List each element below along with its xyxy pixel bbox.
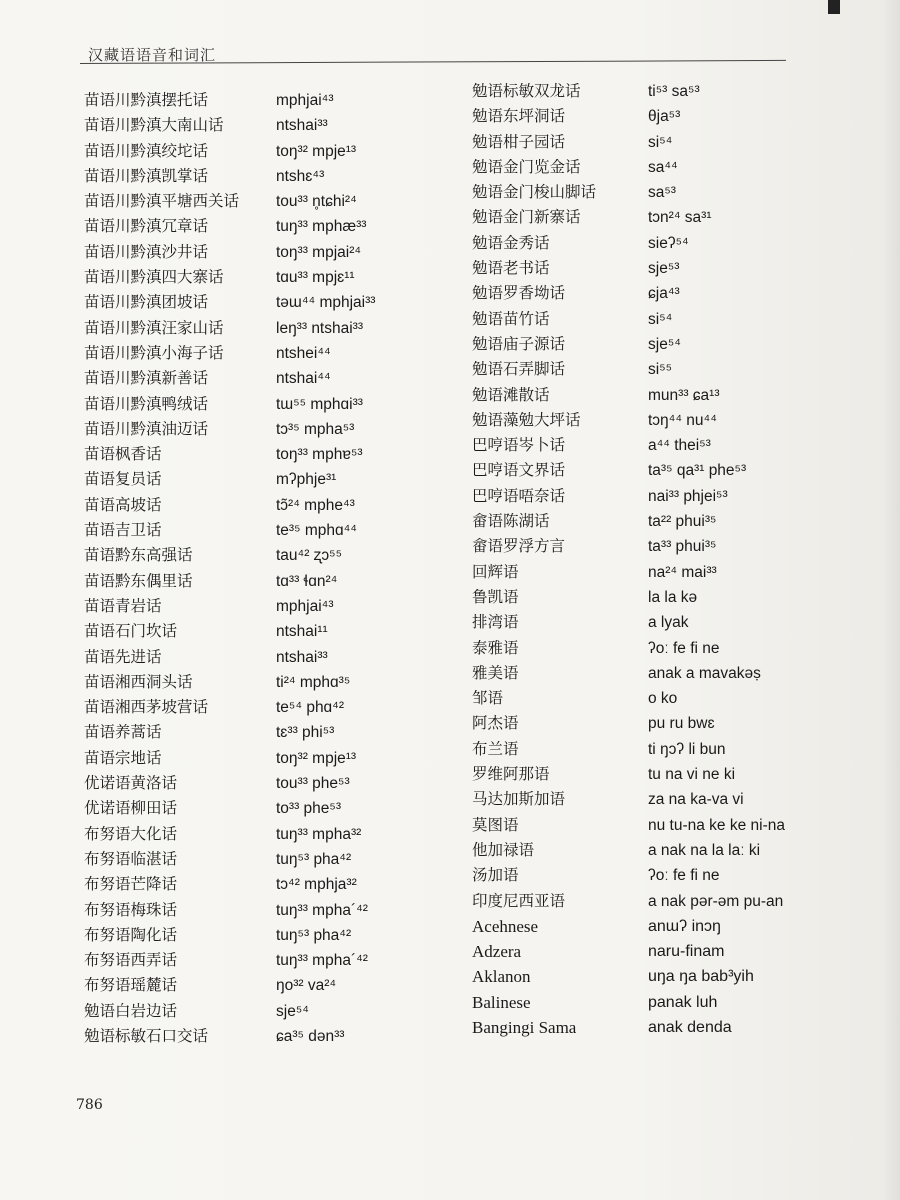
entry-row bbox=[472, 939, 832, 964]
language-name: 邹语 bbox=[472, 689, 504, 708]
word-form: ta³³ phui³⁵ bbox=[648, 538, 717, 556]
language-name: Balinese bbox=[472, 992, 531, 1012]
entry-row bbox=[472, 104, 832, 129]
word-form: mʔphje³¹ bbox=[276, 471, 337, 489]
word-form: anak a mavakəṣ bbox=[648, 664, 761, 682]
entry-row bbox=[84, 493, 464, 518]
entry-row bbox=[84, 746, 464, 771]
word-form: a nak pər-əm pu-an bbox=[648, 892, 784, 910]
entry-row bbox=[472, 205, 832, 230]
language-name: 苗语川黔滇绞坨话 bbox=[84, 141, 209, 160]
language-name: 苗语川黔滇油迈话 bbox=[84, 419, 209, 438]
entry-row bbox=[472, 509, 832, 534]
language-name: 畲语罗浮方言 bbox=[472, 537, 566, 556]
word-form: tɑu³³ mpjɛ¹¹ bbox=[276, 269, 355, 287]
entry-row bbox=[472, 130, 832, 155]
entry-row bbox=[84, 619, 464, 644]
word-form: ntshai¹¹ bbox=[276, 623, 328, 641]
entry-row bbox=[472, 458, 832, 483]
entry-row bbox=[84, 872, 464, 897]
word-form: tuŋ⁵³ pha⁴² bbox=[276, 926, 352, 944]
entry-row bbox=[472, 256, 832, 281]
entry-row bbox=[84, 847, 464, 872]
language-name: 苗语石门坎话 bbox=[84, 622, 178, 641]
entry-row bbox=[472, 711, 832, 736]
entry-row bbox=[84, 139, 464, 164]
entry-row bbox=[472, 661, 832, 686]
word-form: nu tu-na ke ke ni-na bbox=[648, 816, 786, 834]
word-form: tɑ³³ ɬɑn²⁴ bbox=[276, 572, 338, 590]
word-form: mphjai⁴³ bbox=[276, 597, 334, 615]
word-form: ta³⁵ qa³¹ phe⁵³ bbox=[648, 462, 747, 480]
entry-row bbox=[472, 914, 832, 939]
word-form: te⁵⁴ phɑ⁴² bbox=[276, 699, 345, 717]
language-name: 布努语陶化话 bbox=[84, 925, 178, 944]
word-form: ntshai⁴⁴ bbox=[276, 370, 331, 388]
entry-row bbox=[84, 796, 464, 821]
entry-row bbox=[84, 366, 464, 391]
word-form: sje⁵⁴ bbox=[648, 335, 681, 353]
word-form: tuŋ³³ mpha´⁴² bbox=[276, 901, 368, 919]
word-form: la la kə bbox=[648, 588, 698, 606]
entry-row bbox=[472, 686, 832, 711]
language-name: 巴哼语岑卜话 bbox=[472, 436, 566, 455]
entry-row bbox=[84, 518, 464, 543]
language-name: 勉语柑子园话 bbox=[472, 132, 566, 151]
word-form: sa⁴⁴ bbox=[648, 158, 678, 176]
entry-row bbox=[84, 113, 464, 138]
language-name: 苗语川黔滇新善话 bbox=[84, 369, 209, 388]
language-name: Acehnese bbox=[472, 916, 539, 936]
language-name: 巴哼语唔奈话 bbox=[472, 486, 566, 505]
entry-row bbox=[472, 813, 832, 838]
entry-row bbox=[472, 737, 832, 762]
language-name: 苗语川黔滇平塘西关话 bbox=[84, 192, 240, 211]
word-form: ti⁵³ sa⁵³ bbox=[648, 83, 700, 100]
language-name: 勉语苗竹话 bbox=[472, 309, 550, 328]
entry-row bbox=[84, 999, 464, 1024]
word-form: sieʔ⁵⁴ bbox=[648, 234, 689, 252]
word-form: ti²⁴ mphɑ³⁵ bbox=[276, 673, 351, 691]
language-name: 勉语金秀话 bbox=[472, 233, 550, 252]
language-name: 苗语高坡话 bbox=[84, 495, 162, 514]
language-name: 苗语复员话 bbox=[84, 470, 162, 489]
word-form: pu ru bwɛ bbox=[648, 715, 715, 733]
entry-row bbox=[84, 392, 464, 417]
entry-row bbox=[84, 341, 464, 366]
entry-row bbox=[84, 1024, 464, 1049]
language-name: 苗语川黔滇汪家山话 bbox=[84, 318, 224, 337]
page-edge-shadow bbox=[882, 0, 900, 1200]
entry-row bbox=[84, 948, 464, 973]
language-name: 汤加语 bbox=[472, 866, 519, 885]
entry-row bbox=[472, 585, 832, 610]
entry-row bbox=[84, 316, 464, 341]
running-header: 汉藏语语音和词汇 bbox=[88, 46, 217, 64]
language-name: 勉语标敏石口交话 bbox=[84, 1026, 209, 1045]
language-name: 苗语川黔滇大南山话 bbox=[84, 116, 224, 135]
language-name: 勉语金门览金话 bbox=[472, 157, 581, 176]
entry-row bbox=[84, 290, 464, 315]
word-form: toŋ³³ mpjai²⁴ bbox=[276, 243, 362, 261]
word-form: tɯ⁵⁵ mphɑi³³ bbox=[276, 395, 363, 413]
entry-row bbox=[84, 695, 464, 720]
language-name: 勉语庙子源话 bbox=[472, 334, 566, 353]
word-form: tɛ³³ phi⁵³ bbox=[276, 724, 335, 742]
language-name: 勉语罗香坳话 bbox=[472, 284, 566, 303]
language-name: 巴哼语文界话 bbox=[472, 461, 566, 480]
word-form: tɔ⁴² mphja³² bbox=[276, 876, 357, 894]
language-name: 苗语川黔滇摆托话 bbox=[84, 91, 209, 109]
entry-row bbox=[84, 189, 464, 214]
word-form: ɕja⁴³ bbox=[648, 285, 680, 303]
word-form: ta²² phui³⁵ bbox=[648, 513, 717, 531]
language-name: 马达加斯加语 bbox=[472, 790, 566, 809]
language-name: 勉语石弄脚话 bbox=[472, 360, 566, 379]
word-form: a lyak bbox=[648, 614, 689, 632]
language-name: Aklanon bbox=[472, 967, 531, 987]
entry-row bbox=[472, 762, 832, 787]
entry-row bbox=[472, 357, 832, 382]
right-column bbox=[472, 79, 832, 1040]
entry-row bbox=[472, 863, 832, 888]
entry-row bbox=[84, 645, 464, 670]
word-form: anɯʔ inɔŋ bbox=[648, 917, 721, 935]
language-name: 泰雅语 bbox=[472, 638, 519, 657]
word-form: ʔoː fe fi ne bbox=[648, 639, 720, 657]
language-name: 苗语川黔滇四大寨话 bbox=[84, 268, 224, 287]
entry-row bbox=[472, 332, 832, 357]
entry-row bbox=[84, 670, 464, 695]
entry-row bbox=[84, 720, 464, 745]
entry-row bbox=[472, 1015, 832, 1040]
word-form: mphjai⁴³ bbox=[276, 92, 334, 109]
word-form: mun³³ ɕa¹³ bbox=[648, 386, 720, 404]
language-name: 苗语吉卫话 bbox=[84, 521, 162, 540]
word-form: sje⁵⁴ bbox=[276, 1002, 309, 1020]
entry-row bbox=[84, 467, 464, 492]
entry-row bbox=[84, 214, 464, 239]
language-name: 苗语黔东偶里话 bbox=[84, 571, 193, 590]
language-name: 勉语藻勉大坪话 bbox=[472, 410, 581, 429]
page-number: 786 bbox=[76, 1097, 103, 1113]
language-name: 苗语宗地话 bbox=[84, 748, 162, 767]
language-name: 苗语青岩话 bbox=[84, 596, 162, 615]
word-form: si⁵⁴ bbox=[648, 133, 673, 151]
language-name: 排湾语 bbox=[472, 613, 519, 632]
language-name: 罗维阿那语 bbox=[472, 765, 550, 784]
entry-row bbox=[472, 484, 832, 509]
corner-mark bbox=[828, 0, 840, 14]
language-name: 畲语陈湖话 bbox=[472, 512, 550, 531]
word-form: tuŋ³³ mpha´⁴² bbox=[276, 952, 368, 970]
entry-row bbox=[472, 534, 832, 559]
word-form: toŋ³² mpje¹³ bbox=[276, 749, 357, 767]
language-name: 苗语黔东高强话 bbox=[84, 546, 193, 565]
language-name: 布努语瑶麓话 bbox=[84, 976, 178, 995]
language-name: 回辉语 bbox=[472, 562, 519, 581]
language-name: 苗语先进话 bbox=[84, 647, 162, 666]
language-name: 鲁凯语 bbox=[472, 587, 519, 606]
word-form: tɔŋ⁴⁴ nu⁴⁴ bbox=[648, 411, 717, 429]
word-form: ntshai³³ bbox=[276, 117, 328, 135]
language-name: 苗语川黔滇团坡话 bbox=[84, 293, 209, 312]
language-name: 勉语老书话 bbox=[472, 259, 550, 278]
word-form: si⁵⁵ bbox=[648, 361, 673, 379]
entry-row bbox=[84, 417, 464, 442]
language-name: 布兰语 bbox=[472, 739, 519, 758]
language-name: 勉语白岩边话 bbox=[84, 1001, 178, 1020]
word-form: tuŋ⁵³ pha⁴² bbox=[276, 850, 352, 868]
word-form: nai³³ phjei⁵³ bbox=[648, 487, 728, 505]
word-form: tuŋ³³ mpha³² bbox=[276, 825, 362, 843]
language-name: 勉语滩散话 bbox=[472, 385, 550, 404]
language-name: 布努语西弄话 bbox=[84, 951, 178, 970]
word-form: tɔ³⁵ mpha⁵³ bbox=[276, 420, 355, 438]
entry-row bbox=[472, 560, 832, 585]
word-form: anak denda bbox=[648, 1018, 732, 1036]
entry-row bbox=[84, 822, 464, 847]
language-name: 苗语川黔滇凯掌话 bbox=[84, 166, 209, 185]
entry-row bbox=[472, 433, 832, 458]
language-name: 雅美语 bbox=[472, 663, 519, 682]
word-form: leŋ³³ ntshai³³ bbox=[276, 319, 363, 337]
entry-row bbox=[472, 281, 832, 306]
word-form: ti ŋɔʔ li bun bbox=[648, 740, 726, 758]
language-name: 布努语大化话 bbox=[84, 824, 178, 843]
language-name: 苗语川黔滇小海子话 bbox=[84, 343, 224, 362]
language-name: 苗语养蒿话 bbox=[84, 723, 162, 742]
language-name: 他加禄语 bbox=[472, 840, 535, 859]
word-form: si⁵⁴ bbox=[648, 310, 673, 328]
entry-row bbox=[472, 155, 832, 180]
entry-row bbox=[472, 787, 832, 812]
left-column bbox=[84, 88, 464, 1049]
entry-row bbox=[84, 543, 464, 568]
language-name: 布努语芒降话 bbox=[84, 875, 178, 894]
word-form: tɔ̃²⁴ mphe⁴³ bbox=[276, 496, 355, 514]
entry-row bbox=[472, 838, 832, 863]
word-form: tu na vi ne ki bbox=[648, 766, 736, 784]
entry-row bbox=[84, 240, 464, 265]
entry-row bbox=[84, 973, 464, 998]
entry-row bbox=[472, 231, 832, 256]
language-name: Adzera bbox=[472, 942, 522, 962]
word-form: naru-finam bbox=[648, 943, 725, 961]
word-form: to³³ phe⁵³ bbox=[276, 800, 342, 818]
entry-row bbox=[472, 964, 832, 989]
entry-row bbox=[84, 594, 464, 619]
language-name: 苗语川黔滇冗章话 bbox=[84, 217, 209, 236]
language-name: 苗语川黔滇沙井话 bbox=[84, 242, 209, 261]
word-form: tou³³ n̥tɕhi²⁴ bbox=[276, 193, 357, 211]
language-name: 勉语金门新寨话 bbox=[472, 208, 581, 227]
word-form: ʔoː fe fi ne bbox=[648, 867, 720, 885]
word-form: tou³³ phe⁵³ bbox=[276, 775, 350, 793]
language-name: 优诺语黄洛话 bbox=[84, 774, 178, 793]
word-form: o ko bbox=[648, 690, 678, 708]
word-form: ɕa³⁵ dən³³ bbox=[276, 1027, 345, 1045]
word-form: θja⁵³ bbox=[648, 108, 681, 126]
word-form: sje⁵³ bbox=[648, 260, 680, 278]
word-form: uŋa ŋa bab³yih bbox=[648, 968, 754, 986]
entry-row bbox=[472, 636, 832, 661]
word-form: na²⁴ mai³³ bbox=[648, 563, 717, 581]
entry-row bbox=[84, 442, 464, 467]
entry-row bbox=[84, 88, 464, 113]
word-form: ntshei⁴⁴ bbox=[276, 344, 331, 362]
entry-row bbox=[472, 610, 832, 635]
language-name: 印度尼西亚语 bbox=[472, 891, 566, 910]
word-form: ntshɛ⁴³ bbox=[276, 167, 325, 185]
word-form: panak luh bbox=[648, 993, 718, 1011]
word-form: ntshai³³ bbox=[276, 648, 328, 666]
language-name: 阿杰语 bbox=[472, 714, 519, 733]
word-form: a⁴⁴ thei⁵³ bbox=[648, 437, 711, 455]
entry-row bbox=[84, 771, 464, 796]
language-name: 布努语临湛话 bbox=[84, 849, 178, 868]
word-form: ŋo³² va²⁴ bbox=[276, 977, 337, 995]
language-name: 苗语枫香话 bbox=[84, 445, 162, 464]
entry-row bbox=[472, 79, 832, 104]
language-name: 勉语标敏双龙话 bbox=[472, 82, 581, 100]
entry-row bbox=[472, 408, 832, 433]
entry-row bbox=[472, 180, 832, 205]
word-form: sa⁵³ bbox=[648, 184, 676, 202]
word-form: tau⁴² ʐɔ⁵⁵ bbox=[276, 547, 343, 565]
language-name: 苗语湘西洞头话 bbox=[84, 672, 193, 691]
language-name: 勉语东坪洞话 bbox=[472, 107, 566, 126]
word-form: tuŋ³³ mphæ³³ bbox=[276, 218, 367, 236]
word-form: za na ka-va vi bbox=[648, 791, 744, 809]
entry-row bbox=[84, 923, 464, 948]
entry-row bbox=[84, 265, 464, 290]
language-name: 勉语金门梭山脚话 bbox=[472, 183, 597, 202]
entry-row bbox=[472, 889, 832, 914]
language-name: 苗语川黔滇鸭绒话 bbox=[84, 394, 209, 413]
entry-row bbox=[84, 898, 464, 923]
word-form: toŋ³³ mphɐ⁵³ bbox=[276, 446, 363, 464]
language-name: 莫图语 bbox=[472, 815, 519, 834]
language-name: Bangingi Sama bbox=[472, 1017, 577, 1037]
language-name: 苗语湘西茅坡营话 bbox=[84, 698, 209, 717]
word-form: te³⁵ mphɑ⁴⁴ bbox=[276, 522, 357, 540]
word-form: təɯ⁴⁴ mphjai³³ bbox=[276, 294, 376, 312]
entry-row bbox=[84, 569, 464, 594]
entry-row bbox=[472, 307, 832, 332]
entry-row bbox=[84, 164, 464, 189]
word-form: a nak na la laː ki bbox=[648, 841, 761, 859]
entry-row bbox=[472, 383, 832, 408]
entry-row bbox=[472, 990, 832, 1015]
word-form: toŋ³² mpje¹³ bbox=[276, 142, 357, 160]
language-name: 优诺语柳田话 bbox=[84, 799, 178, 818]
word-form: tɔn²⁴ sa³¹ bbox=[648, 209, 712, 227]
language-name: 布努语梅珠话 bbox=[84, 900, 178, 919]
